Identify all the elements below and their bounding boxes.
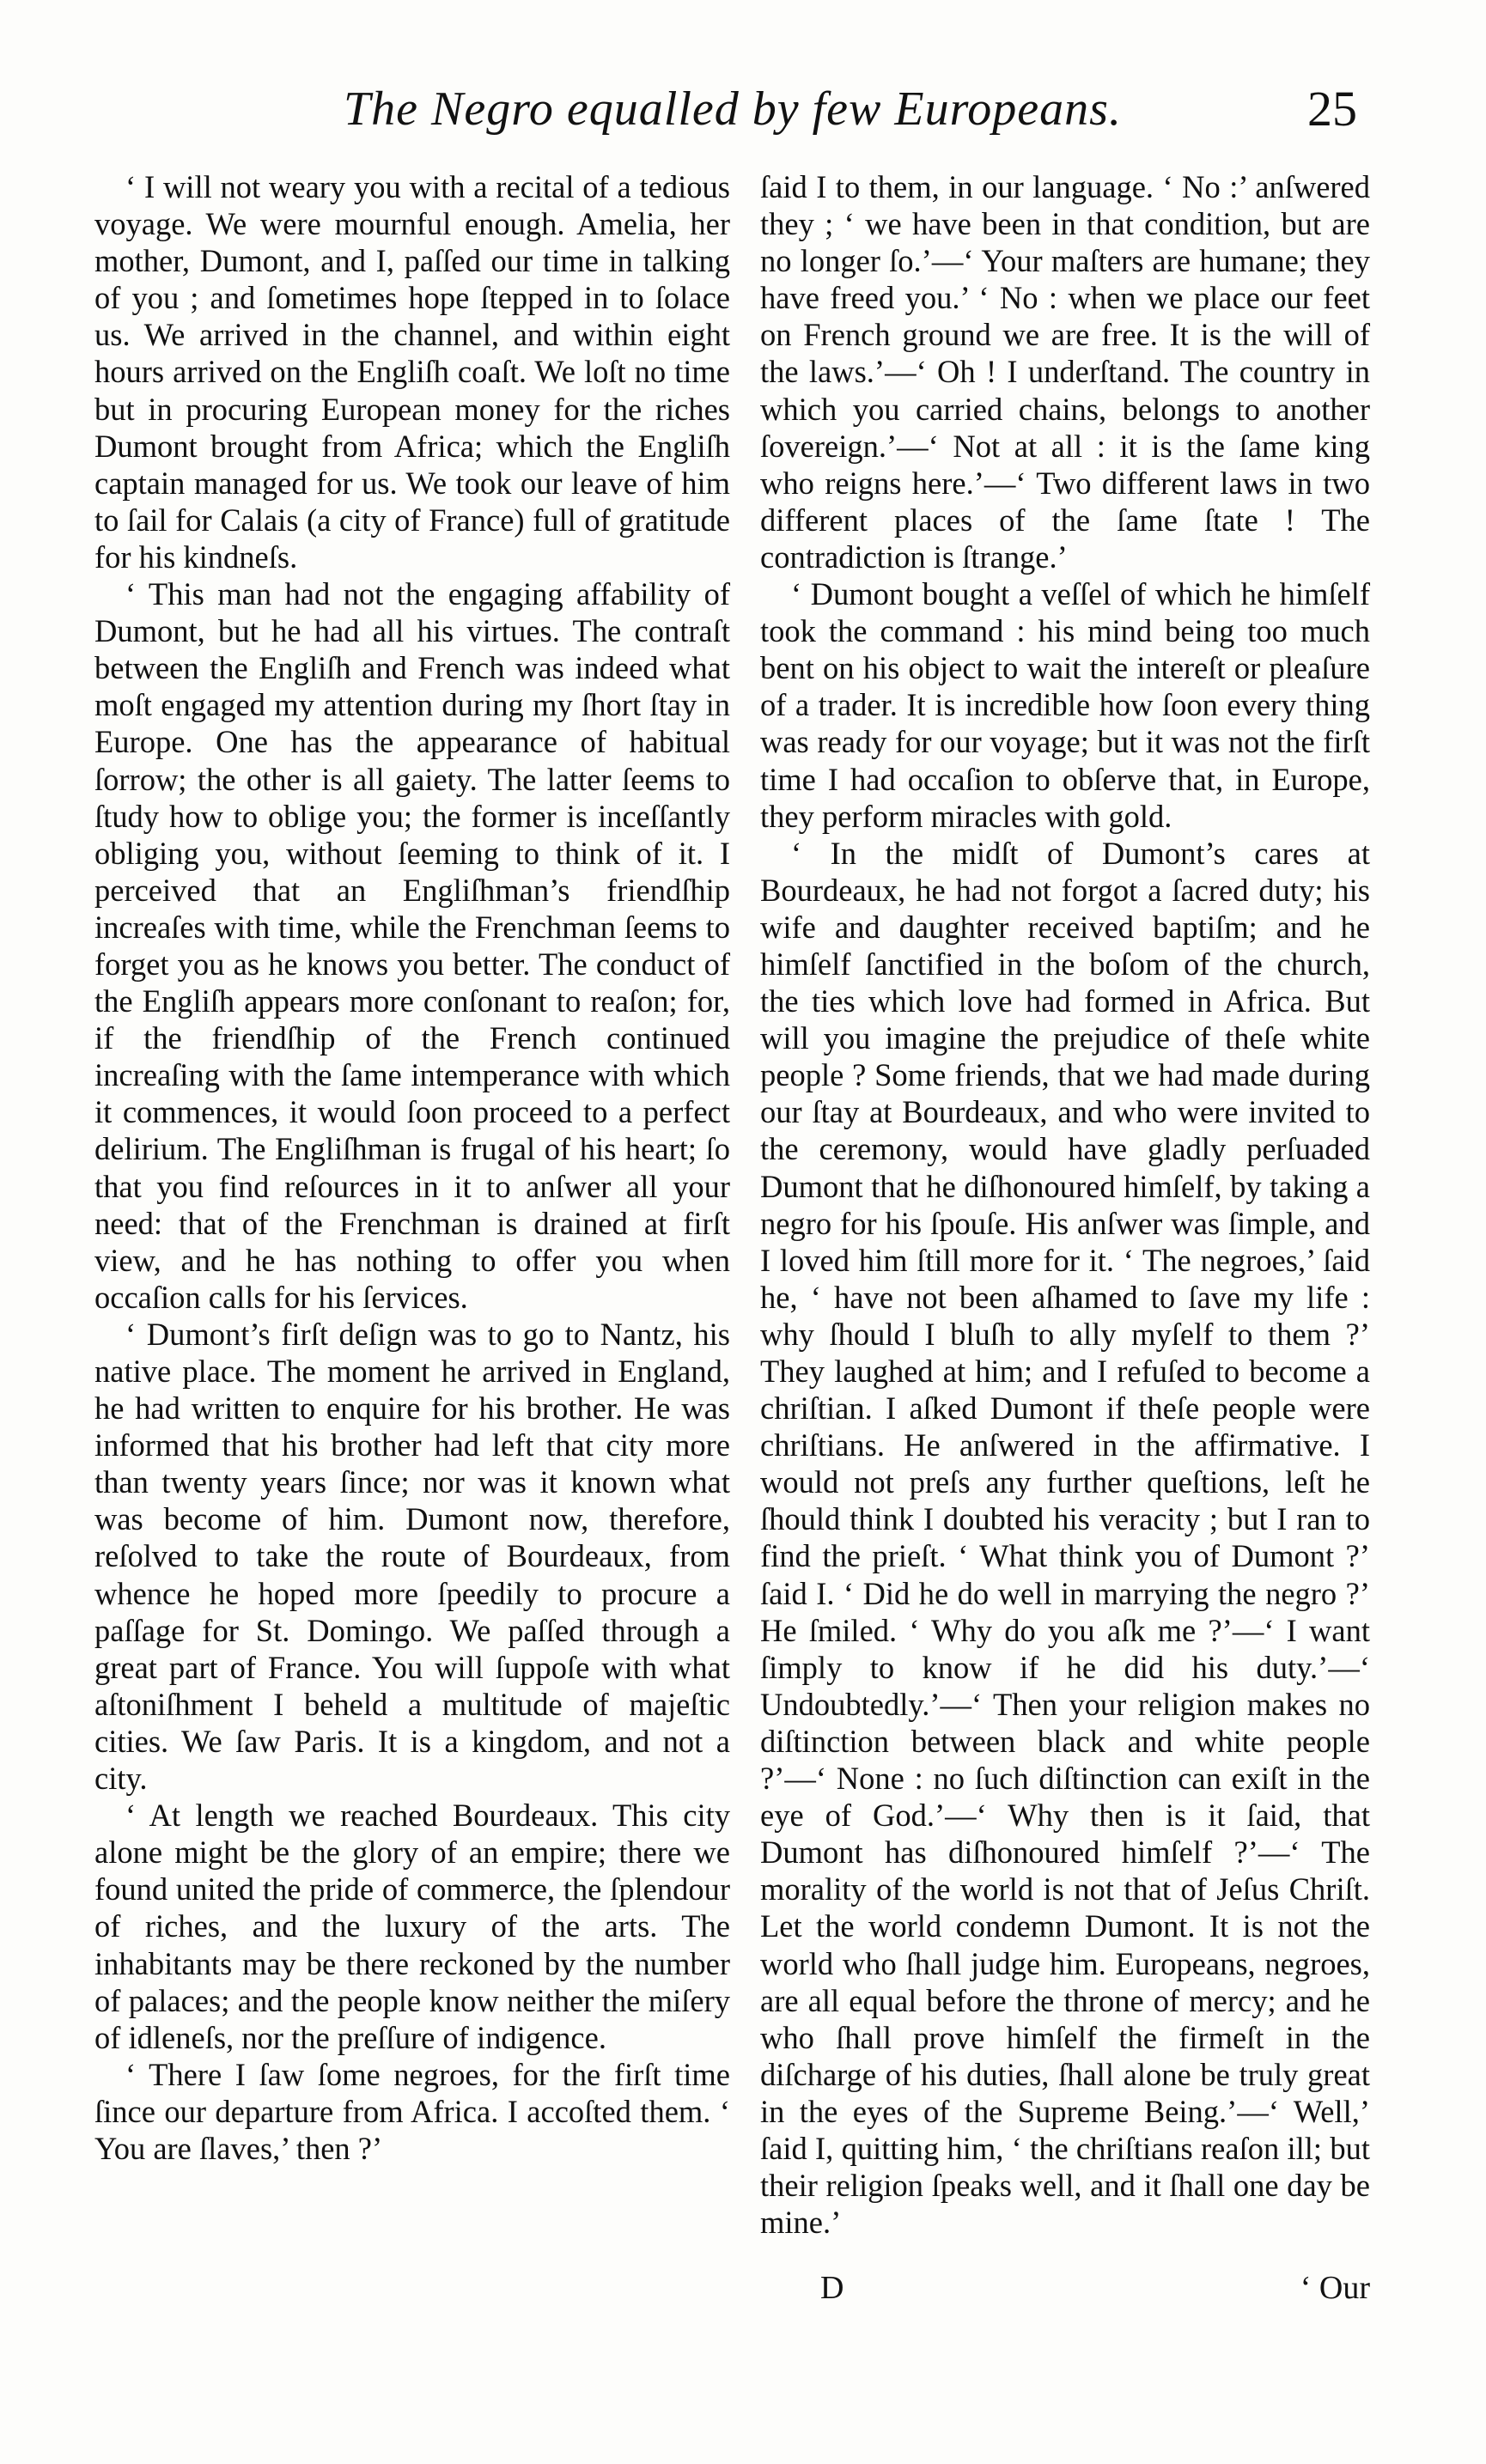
- paragraph: ‘ Dumont’s firſt deſign was to go to Nantz, his native place. The moment he arrived in England, he had written to enquire for his brother. He was informed that his brother had left that city more than twenty years ſince; nor was it known what was become of him. Dumont now, therefore, reſolved to take the route of Bourdeaux, from whence he hoped more ſpeedily to procure a paſſage for St. Domingo. We paſſed through a great part of France. You will ſuppoſe with what aſtoniſhment I beheld a multitude of majeſtic cities. We ſaw Paris. It is a kingdom, and not a city.: [94, 1316, 730, 1797]
- signature-mark: D: [820, 2270, 844, 2306]
- running-title: The Negro equalled by few Europeans.: [344, 82, 1122, 136]
- right-column: [760, 168, 1370, 2241]
- paragraph: ‘ Dumont bought a veſſel of which he himſelf took the command : his mind being too much bent on his object to wait the intereſt or pleaſure of a trader. It is incredible how ſoon every thing was ready for our voyage; but it was not the firſt time I had occaſion to obſerve that, in Europe, they perform miracles with gold.: [760, 576, 1370, 834]
- catchword: ‘ Our: [1300, 2270, 1370, 2306]
- paragraph: ‘ This man had not the engaging affability of Dumont, but he had all his virtues. The contraſt between the Engliſh and French was indeed what moſt engaged my attention during my ſhort ſtay in Europe. One has the appearance of habitual ſorrow; the other is all gaiety. The latter ſeems to ſtudy how to oblige you; the former is inceſſantly obliging you, without ſeeming to think of it. I perceived that an Engliſhman’s friendſhip increaſes with time, while the Frenchman ſeems to forget you as he knows you better. The conduct of the Engliſh appears more conſonant to reaſon; for, if the friendſhip of the French continued increaſing with the ſame intemperance with which it commences, it would ſoon proceed to a perfect delirium. The Engliſhman is frugal of his heart; ſo that you find reſources in it to anſwer all your need: that of the Frenchman is drained at firſt view, and he has nothing to offer you when occaſion calls for his ſervices.: [94, 576, 730, 1315]
- paragraph: ‘ In the midſt of Dumont’s cares at Bourdeaux, he had not forgot a ſacred duty; his wife and daughter received baptiſm; and he himſelf ſanctified in the boſom of the church, the ties which love had formed in Africa. But will you imagine the prejudice of theſe white people ? Some friends, that we had made during our ſtay at Bourdeaux, and who were invited to the ceremony, would have gladly perſuaded Dumont that he diſhonoured himſelf, by taking a negro for his ſpouſe. His anſwer was ſimple, and I loved him ſtill more for it. ‘ The negroes,’ ſaid he, ‘ have not been aſhamed to ſave my life : why ſhould I bluſh to ally myſelf to them ?’ They laughed at him; and I refuſed to become a chriſtian. I aſked Dumont if theſe people were chriſtians. He anſwered in the affirmative. I would not preſs any further queſtions, leſt he ſhould think I doubted his veracity ; but I ran to find the prieſt. ‘ What think you of Dumont ?’ ſaid I. ‘ Did he do well in marrying the negro ?’ He ſmiled. ‘ Why do you aſk me ?’—‘ I want ſimply to know if he did his duty.’—‘ Undoubtedly.’—‘ Then your religion makes no diſtinction between black and white people ?’—‘ None : no ſuch diſtinction can exiſt in the eye of God.’—‘ Why then is it ſaid, that Dumont has diſhonoured himſelf ?’—‘ The morality of the world is not that of Jeſus Chriſt. Let the world condemn Dumont. It is not the world who ſhall judge him. Europeans, negroes, are all equal before the throne of mercy; and he who ſhall prove himſelf the firmeſt in the diſcharge of his duties, ſhall alone be truly great in the eyes of the Supreme Being.’—‘ Well,’ ſaid I, quitting him, ‘ the chriſtians reaſon ill; but their religion ſpeaks well, and it ſhall one day be mine.’: [760, 835, 1370, 2241]
- paragraph: ‘ I will not weary you with a recital of a tedious voyage. We were mournful enough. Amelia, her mother, Dumont, and I, paſſed our time in talking of you ; and ſometimes hope ſtepped in to ſolace us. We arrived in the channel, and within eight hours arrived on the Engliſh coaſt. We loſt no time but in procuring European money for the riches Dumont brought from Africa; which the Engliſh captain managed for us. We took our leave of him to ſail for Calais (a city of France) full of gratitude for his kindneſs.: [94, 169, 730, 575]
- paragraph: ſaid I to them, in our language. ‘ No :’ anſwered they ; ‘ we have been in that condition, but are no longer ſo.’—‘ Your maſters are humane; they have freed you.’ ‘ No : when we place our feet on French ground we are free. It is the will of the laws.’—‘ Oh ! I underſtand. The country in which you carried chains, belongs to another ſovereign.’—‘ Not at all : it is the ſame king who reigns here.’—‘ Two different laws in two different places of the ſame ſtate ! The contradiction is ſtrange.’: [760, 169, 1370, 575]
- page-header: [326, 82, 1357, 150]
- left-column: [94, 168, 730, 2167]
- paragraph: ‘ At length we reached Bourdeaux. This city alone might be the glory of an empire; there we found united the pride of commerce, the ſplendour of riches, and the luxury of the arts. The inhabitants may be there reckoned by the number of palaces; and the people know neither the miſery of idleneſs, nor the preſſure of indigence.: [94, 1798, 730, 2055]
- page-number: 25: [1307, 81, 1357, 137]
- paragraph: ‘ There I ſaw ſome negroes, for the firſt time ſince our departure from Africa. I accoſted them. ‘ You are ſlaves,’ then ?’: [94, 2056, 730, 2166]
- page-footer: [0, 2269, 1486, 2321]
